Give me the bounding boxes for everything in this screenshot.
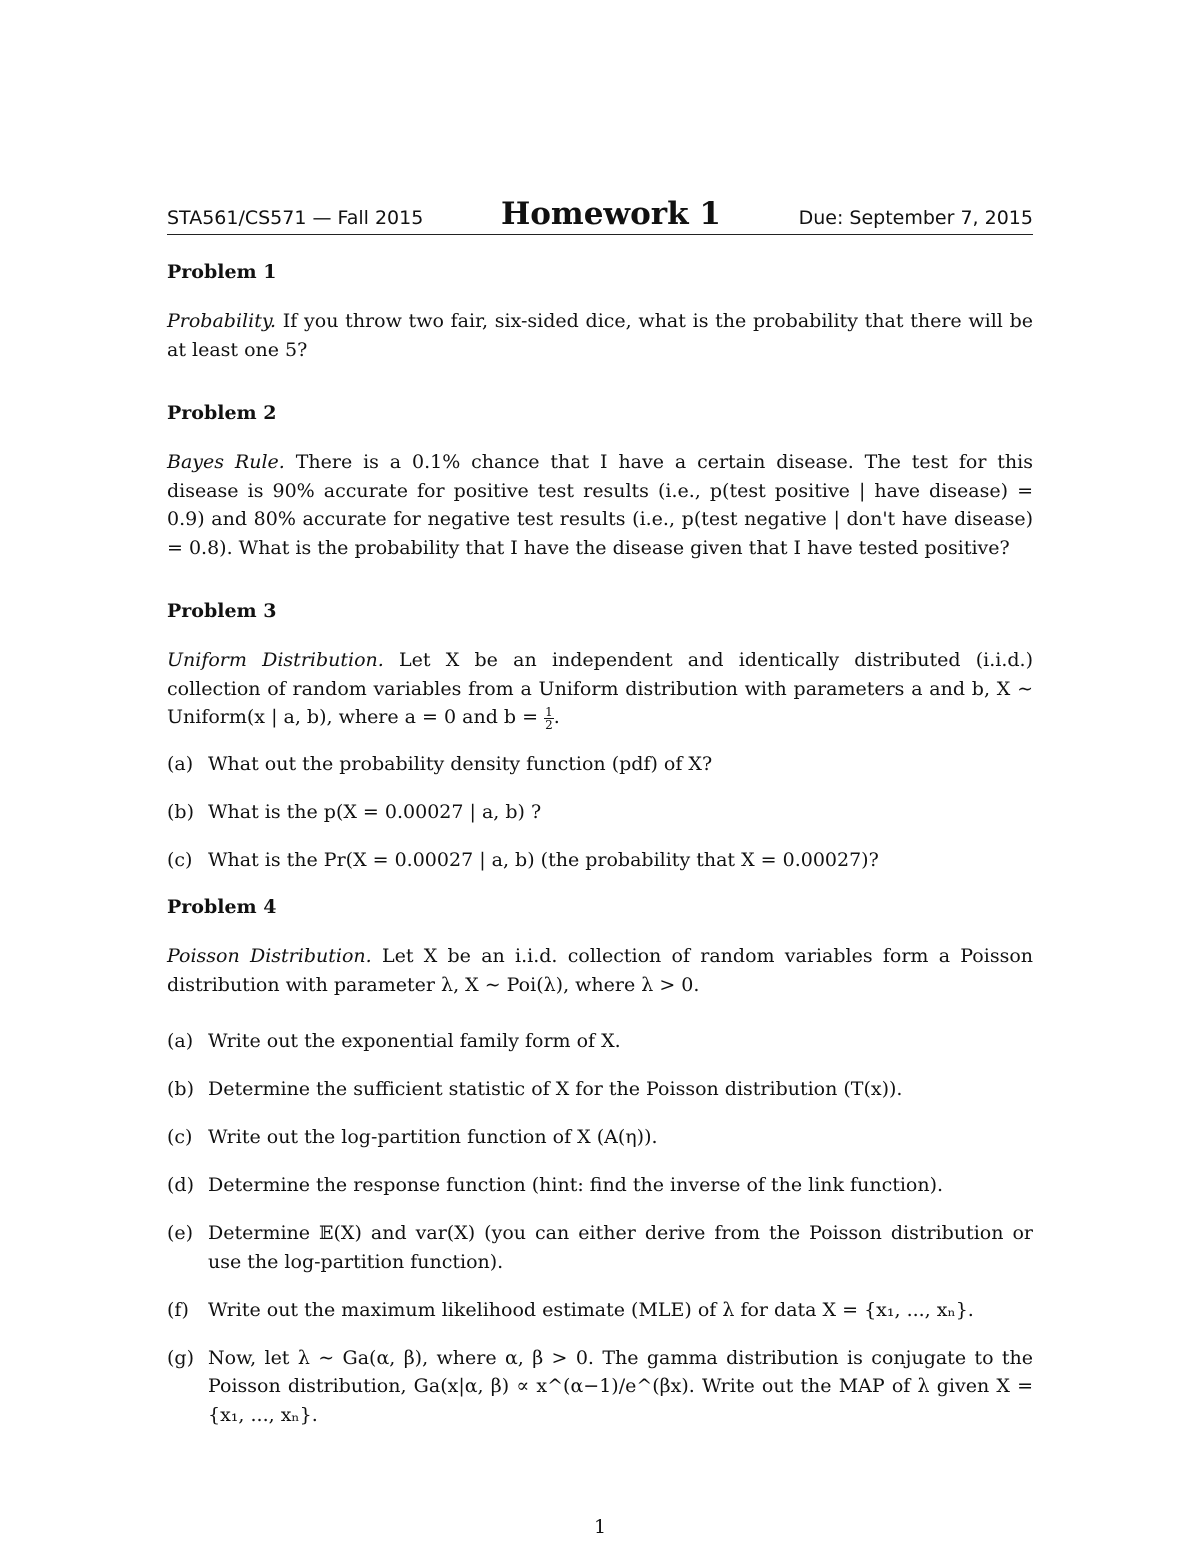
problem-body: There is a 0.1% chance that I have a certain disease. The test for this disease is 90% accurate for positive test results (i.e., p(test positive | have disease) = 0.9) and 80% accurate for negative test results (i.e., p(test negative | don't have disease) = 0.8). What is the probability that I have the disease given that I have tested positive? [167,451,1033,559]
subquestion-label: (b) [167,1078,194,1100]
problem-title: Problem 4 [167,896,277,918]
subquestion [167,798,1033,827]
fraction-denominator: 2 [545,717,553,732]
fraction-numerator: 1 [545,704,553,719]
problem-text [167,307,1033,364]
problem-title: Problem 1 [167,261,277,283]
course-label: STA561/CS571 — Fall 2015 [167,207,424,229]
subquestion [167,1171,1033,1200]
problem-body-end: . [553,706,560,728]
subquestion [167,846,1033,875]
subquestion [167,750,1033,779]
subquestion-list [167,750,1033,875]
problem-text [167,448,1033,562]
subquestion-text: Write out the maximum likelihood estimate (MLE) of λ for data X = {x₁, ..., xₙ}. [208,1298,974,1321]
problem-3 [167,600,1033,874]
subquestion-text: What is the p(X = 0.00027 | a, b) ? [208,800,542,823]
subquestion-label: (c) [167,848,193,871]
fraction [544,706,554,731]
problem-title: Problem 2 [167,402,277,424]
subquestion-text: Write out the log-partition function of X (A(η)). [208,1126,658,1148]
problem-body: Let X be an i.i.d. collection of random variables form a Poisson distribution with parameter λ, X ∼ Poi(λ), where λ > 0. [167,945,1033,996]
problem-topic: Poisson Distribution. [167,945,372,967]
subquestion-text: Write out the exponential family form of X. [208,1030,621,1052]
subquestion-label: (a) [167,752,194,775]
problem-topic: Uniform Distribution. [167,649,384,671]
document-page [167,196,1033,1449]
subquestion-list [167,1027,1033,1429]
subquestion-label: (a) [167,1030,194,1052]
document-title: Homework 1 [500,196,721,232]
problem-body: If you throw two fair, six-sided dice, what is the probability that there will be at least one 5? [167,310,1033,361]
problem-1 [167,261,1033,364]
subquestion [167,1344,1033,1430]
subquestion-label: (f) [167,1298,189,1321]
subquestion-label: (b) [167,800,194,823]
subquestion [167,1075,1033,1104]
problem-topic: Probability. [167,310,277,332]
subquestion-label: (c) [167,1126,193,1148]
problem-body: Let X be an independent and identically distributed (i.i.d.) collection of random variables from a Uniform distribution with parameters a and b, X ∼ Uniform(x | a, b), where a = 0 and b = [167,649,1033,728]
problem-text [167,942,1033,999]
problem-2 [167,402,1033,562]
page-number: 1 [593,1516,607,1538]
subquestion [167,1027,1033,1056]
problem-text [167,646,1033,732]
subquestion-label: (d) [167,1174,194,1196]
due-date: Due: September 7, 2015 [798,207,1033,229]
problem-topic: Bayes Rule. [167,451,285,473]
subquestion-text: What out the probability density function (pdf) of X? [208,752,713,775]
subquestion [167,1219,1033,1276]
subquestion-text: Determine the sufficient statistic of X for the Poisson distribution (T(x)). [208,1078,903,1100]
subquestion [167,1296,1033,1325]
subquestion-label: (e) [167,1222,194,1244]
subquestion-text: What is the Pr(X = 0.00027 | a, b) (the probability that X = 0.00027)? [208,848,879,871]
subquestion-text: Now, let λ ∼ Ga(α, β), where α, β > 0. The gamma distribution is conjugate to the Poisson distribution, Ga(x|α, β) ∝ x^(α−1)/e^(βx). Write out the MAP of λ given X = {x₁, ..., xₙ}. [208,1346,1033,1426]
subquestion-label: (g) [167,1346,194,1369]
subquestion [167,1123,1033,1152]
subquestion-text: Determine 𝔼(X) and var(X) (you can either derive from the Poisson distribution or use the log-partition function). [208,1222,1033,1273]
page-header [167,196,1033,235]
subquestion-text: Determine the response function (hint: find the inverse of the link function). [208,1174,944,1196]
problem-4 [167,896,1033,1429]
problem-title: Problem 3 [167,600,277,622]
